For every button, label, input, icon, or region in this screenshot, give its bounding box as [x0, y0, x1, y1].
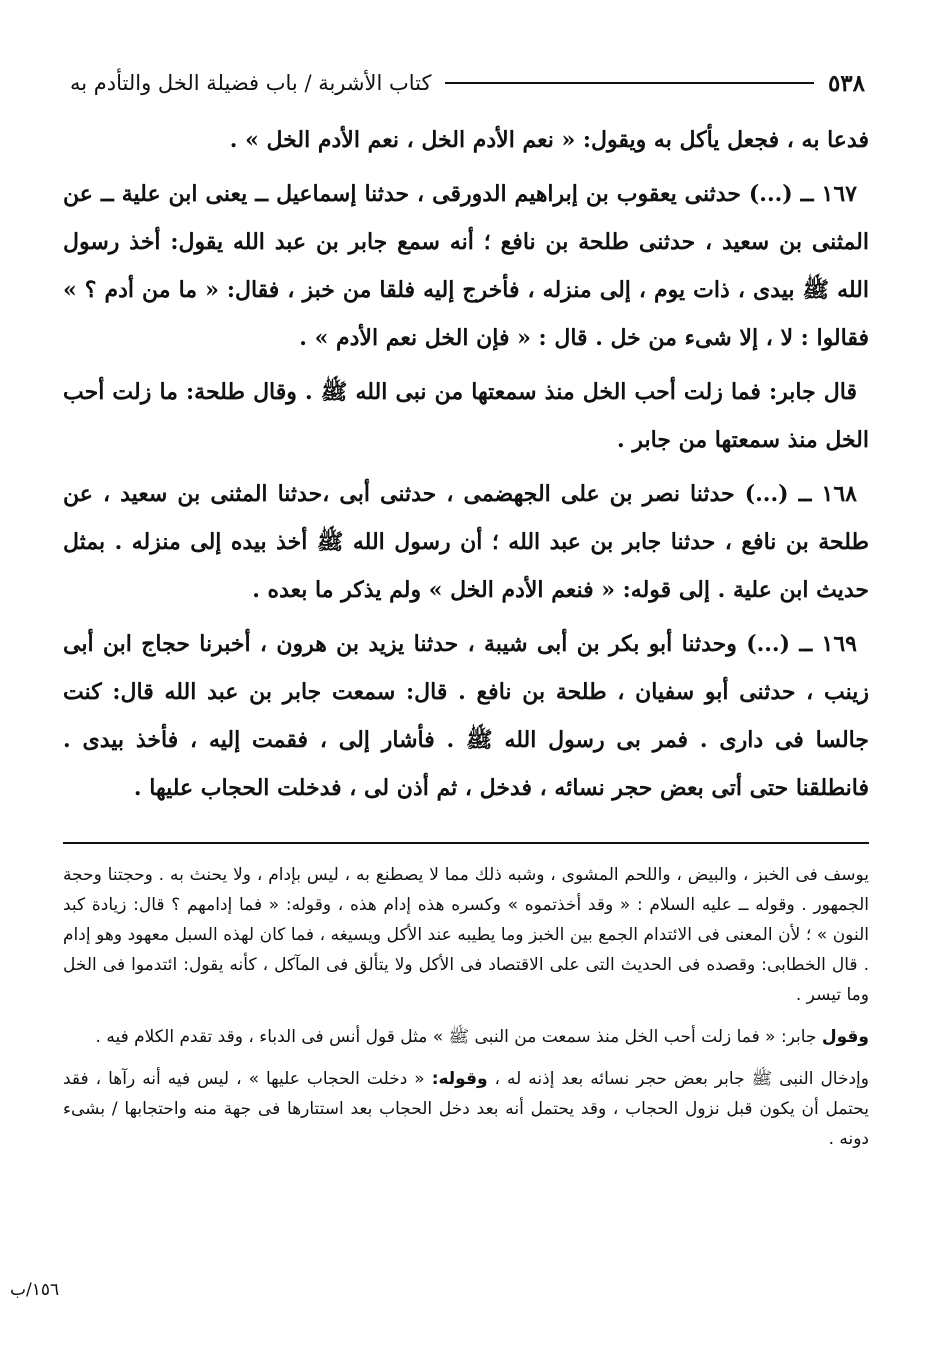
manuscript-folio-marker: ١٥٦/ب	[10, 1280, 60, 1300]
commentary-paragraph-3	[63, 1064, 869, 1154]
main-text	[63, 116, 869, 818]
hadith-167: ١٦٧ ــ (...) حدثنى يعقوب بن إبراهيم الدورقى ، حدثنا إسماعيل ــ يعنى ابن علية ــ عن المثنى بن سعيد ، حدثنى طلحة بن نافع ؛ أنه سمع جابر بن عبد الله يقول: أخذ رسول الله ﷺ بيدى ، ذات يوم ، إلى منزله ، فأخرج إليه فلقا من خبز ، فقال: « ما من أدم ؟ » فقالوا : لا ، إلا شىء من خل . قال : « فإن الخل نعم الأدم » .	[63, 181, 869, 351]
commentary-text: « دخلت الحجاب عليها » ، ليس فيه أنه رآها ، فقد يحتمل أن يكون قبل نزول الحجاب ، وقد يحتمل أنه بعد دخل الحجاب بعد استتارها فى جهة منه واحتجابها / بشىء دونه .	[63, 1069, 869, 1149]
hadith-169: ١٦٩ ــ (...) وحدثنا أبو بكر بن أبى شيبة ، حدثنا يزيد بن هرون ، أخبرنا حجاج ابن أبى زينب ، حدثنى أبو سفيان ، طلحة بن نافع . قال: سمعت جابر بن عبد الله قال: كنت جالسا فى دارى . فمر بى رسول الله ﷺ . فأشار إلى ، فقمت إليه ، فأخذ بيدى . فانطلقنا حتى أتى بعض حجر نسائه ، فدخل ، ثم أذن لى ، فدخلت الحجاب عليها .	[63, 631, 869, 801]
commentary-paragraph-1: يوسف فى الخبز ، والبيض ، واللحم المشوى ، وشبه ذلك مما لا يصطنع به ، ليس بإدام ، ولا يحنث به . وحجتنا وحجة الجمهور . وقوله ــ عليه السلام : « وقد أخذتموه » وكسره هذه إدام هذه ، وقوله: « فما إدامهم ؟ قال: زيادة كبد النون » ؛ لأن المعنى فى الائتدام الجمع بين الخبز وما يطيبه عند الأكل ويسيغه ، فما كان لهذه السبل معهود وهو إدام . قال الخطابى: وقصده فى الحديث التى على الاقتصاد فى الأكل ولا يتألق فى المآكل ، كأنه يقول: ائتدموا فى الخل وما تيسر .	[63, 865, 869, 1005]
commentary-lead-word: وقول	[821, 1027, 869, 1047]
commentary-paragraph-2	[63, 1022, 869, 1052]
hadith-168: ١٦٨ ــ (...) حدثنا نصر بن على الجهضمى ، حدثنى أبى ،حدثنا المثنى بن سعيد ، عن طلحة بن نافع ، حدثنا جابر بن عبد الله ؛ أن رسول الله ﷺ أخذ بيده إلى منزله . بمثل حديث ابن علية . إلى قوله: « فنعم الأدم الخل » ولم يذكر ما بعده .	[63, 481, 869, 603]
commentary	[63, 860, 869, 1166]
commentary-text: جابر: « فما زلت أحب الخل منذ سمعت من النبى ﷺ » مثل قول أنس فى الدباء ، وقد تقدم الكلام فيه .	[95, 1027, 822, 1047]
commentary-text: وإدخال النبى ﷺ جابر بعض حجر نسائه بعد إذنه له ،	[487, 1069, 869, 1089]
commentary-lead-word: وقوله:	[431, 1069, 488, 1089]
footnote-divider	[63, 842, 869, 844]
jabir-statement: قال جابر: فما زلت أحب الخل منذ سمعتها من نبى الله ﷺ . وقال طلحة: ما زلت أحب الخل منذ سمعتها من جابر .	[63, 379, 869, 453]
page-number: ٥٣٨	[827, 69, 865, 97]
header-rule	[445, 82, 813, 84]
running-title: كتاب الأشربة / باب فضيلة الخل والتأدم به	[70, 71, 432, 95]
main-paragraph-continuation: فدعا به ، فجعل يأكل به ويقول: « نعم الأدم الخل ، نعم الأدم الخل » .	[229, 127, 869, 153]
page-header	[70, 66, 865, 100]
